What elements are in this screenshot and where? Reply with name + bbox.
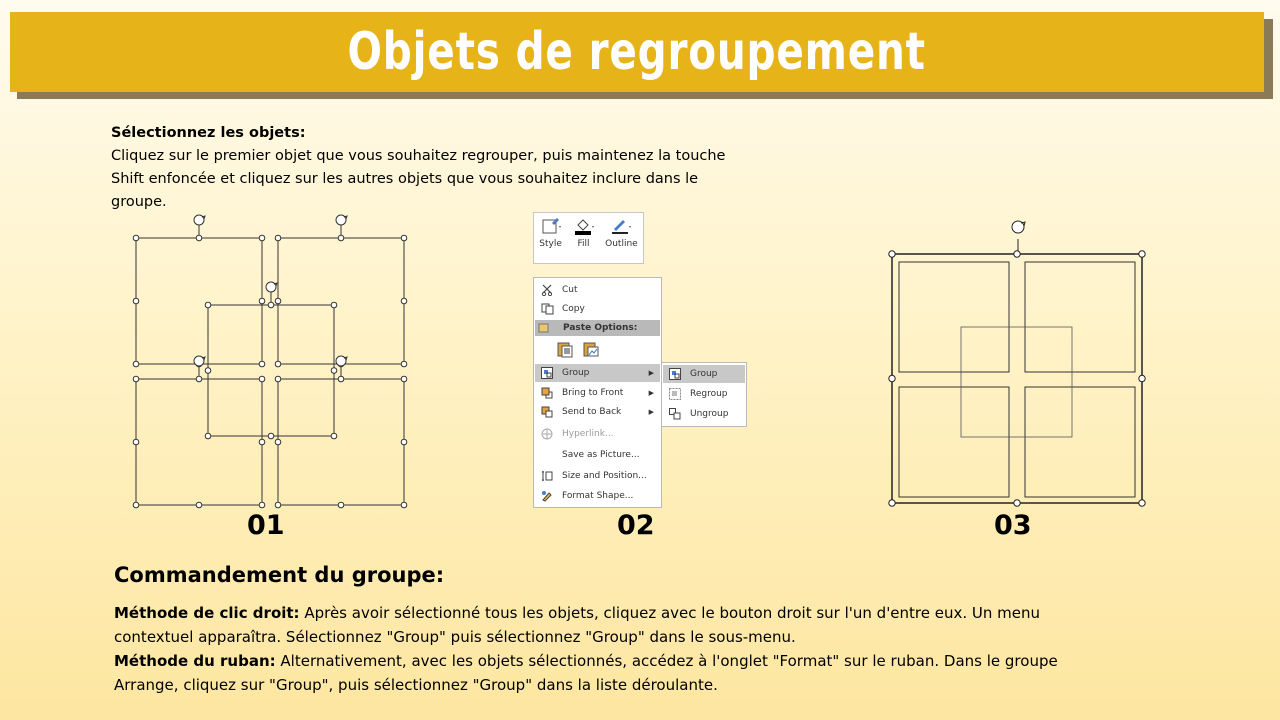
selection-handle bbox=[196, 235, 202, 241]
shape-center bbox=[208, 305, 334, 436]
paste-keep-formatting-icon[interactable] bbox=[556, 340, 574, 358]
menu-label-save-as-picture: Save as Picture... bbox=[562, 450, 640, 460]
selection-handle bbox=[259, 298, 265, 304]
ribbon-outline-label: Outline bbox=[605, 239, 638, 249]
selection-handle bbox=[205, 368, 211, 374]
hyperlink-icon bbox=[540, 428, 554, 440]
selection-handle bbox=[275, 361, 281, 367]
selection-handle bbox=[133, 235, 139, 241]
scissors-icon bbox=[540, 284, 554, 296]
group-bounding-box bbox=[892, 254, 1142, 503]
selection-handle bbox=[259, 376, 265, 382]
method-ribbon-label: Méthode du ruban: bbox=[114, 652, 276, 670]
menu-label-group: Group bbox=[562, 368, 590, 378]
selection-handle bbox=[401, 235, 407, 241]
group-icon bbox=[668, 368, 682, 380]
group-submenu bbox=[661, 362, 747, 427]
grouped-shape-bottom-right bbox=[1025, 387, 1135, 497]
selection-handle bbox=[275, 235, 281, 241]
selection-handle bbox=[196, 376, 202, 382]
menu-item-format-shape[interactable] bbox=[535, 487, 660, 505]
menu-label-copy: Copy bbox=[562, 304, 585, 314]
page-title: Objets de regroupement bbox=[347, 22, 927, 82]
paste-header-icon bbox=[538, 323, 550, 333]
selection-handle bbox=[259, 502, 265, 508]
submenu-arrow-icon: ▶ bbox=[648, 389, 654, 397]
grouped-shape-bottom-left bbox=[899, 387, 1009, 497]
menu-label-cut: Cut bbox=[562, 285, 578, 295]
selection-handle bbox=[133, 298, 139, 304]
ribbon-fill-label: Fill bbox=[577, 239, 590, 249]
format-shape-icon bbox=[540, 490, 554, 502]
selection-handle bbox=[275, 376, 281, 382]
selection-handle bbox=[133, 361, 139, 367]
menu-item-save-as-picture[interactable] bbox=[535, 446, 660, 464]
menu-item-send-to-back[interactable] bbox=[535, 403, 660, 421]
selection-handle bbox=[133, 502, 139, 508]
selection-handle bbox=[133, 439, 139, 445]
method-right-click-text: Après avoir sélectionné tous les objets, cliquez avec le bouton droit sur l'un d'entre eux. Un menu contextuel apparaîtra. Sélectionnez "Group" puis sélectionnez "Group" dans le sous-menu. bbox=[114, 604, 1041, 646]
selection-handle bbox=[401, 361, 407, 367]
method-ribbon bbox=[114, 649, 1114, 697]
selection-handle bbox=[275, 298, 281, 304]
menu-label-bring-to-front: Bring to Front bbox=[562, 388, 624, 398]
intro-body: Cliquez sur le premier objet que vous souhaitez regrouper, puis maintenez la touche Shift enfoncée et cliquez sur les autres objets que vous souhaitez inclure dans le groupe. bbox=[111, 148, 726, 210]
selection-handle bbox=[401, 502, 407, 508]
method-right-click bbox=[114, 601, 1114, 649]
grouped-shape-center bbox=[961, 327, 1072, 437]
selection-handle bbox=[1139, 500, 1145, 506]
shape-bottom-left bbox=[136, 379, 262, 505]
step-number-02: 02 bbox=[617, 510, 655, 541]
copy-icon bbox=[540, 303, 554, 315]
submenu-label-group: Group bbox=[690, 369, 718, 379]
selection-handle bbox=[205, 433, 211, 439]
selection-handle bbox=[268, 433, 274, 439]
step-number-03: 03 bbox=[994, 510, 1032, 541]
figure-03-grouped-shapes bbox=[880, 215, 1155, 515]
paste-options-header bbox=[535, 320, 660, 336]
submenu-label-regroup: Regroup bbox=[690, 389, 728, 399]
menu-item-copy[interactable] bbox=[535, 300, 660, 318]
step-number-01: 01 bbox=[247, 510, 285, 541]
submenu-item-group[interactable] bbox=[663, 365, 745, 383]
menu-item-group[interactable] bbox=[535, 364, 660, 382]
menu-label-send-to-back: Send to Back bbox=[562, 407, 622, 417]
selection-handle bbox=[889, 251, 895, 257]
group-commands-heading: Commandement du groupe: bbox=[114, 563, 445, 587]
paste-options-row bbox=[556, 340, 600, 358]
menu-item-cut[interactable] bbox=[535, 281, 660, 299]
intro-text bbox=[111, 122, 731, 214]
selection-handle bbox=[259, 235, 265, 241]
selection-handle bbox=[889, 375, 895, 381]
selection-handle bbox=[196, 502, 202, 508]
selection-handle bbox=[338, 376, 344, 382]
selection-handle bbox=[889, 500, 895, 506]
menu-item-bring-to-front[interactable] bbox=[535, 384, 660, 402]
submenu-item-ungroup[interactable] bbox=[663, 405, 745, 423]
paste-as-picture-icon[interactable] bbox=[582, 340, 600, 358]
submenu-arrow-icon: ▶ bbox=[648, 369, 654, 377]
outline-pen-icon bbox=[610, 217, 632, 235]
selection-handle bbox=[259, 439, 265, 445]
selection-handle bbox=[275, 502, 281, 508]
submenu-arrow-icon: ▶ bbox=[648, 408, 654, 416]
selection-handle bbox=[1139, 375, 1145, 381]
selection-handle bbox=[331, 302, 337, 308]
selection-handle bbox=[338, 502, 344, 508]
shape-bottom-right bbox=[278, 379, 404, 505]
bring-to-front-icon bbox=[540, 387, 554, 399]
ribbon-fill-button[interactable] bbox=[573, 217, 595, 249]
selection-handle bbox=[133, 376, 139, 382]
selection-handle bbox=[1139, 251, 1145, 257]
intro-heading: Sélectionnez les objets: bbox=[111, 125, 306, 141]
selection-handle bbox=[259, 361, 265, 367]
menu-label-hyperlink: Hyperlink... bbox=[562, 429, 614, 439]
submenu-label-ungroup: Ungroup bbox=[690, 409, 729, 419]
selection-handle bbox=[1014, 251, 1020, 257]
menu-label-format-shape: Format Shape... bbox=[562, 491, 634, 501]
menu-label-size-and-position: Size and Position... bbox=[562, 471, 647, 481]
send-to-back-icon bbox=[540, 406, 554, 418]
method-right-click-label: Méthode de clic droit: bbox=[114, 604, 300, 622]
selection-handle bbox=[268, 302, 274, 308]
group-icon bbox=[540, 367, 554, 379]
shape-top-left bbox=[136, 238, 262, 364]
paste-options-label: Paste Options: bbox=[563, 323, 638, 333]
regroup-icon bbox=[668, 388, 682, 400]
selection-handle bbox=[401, 439, 407, 445]
menu-item-size-and-position[interactable] bbox=[535, 467, 660, 485]
submenu-item-regroup[interactable] bbox=[663, 385, 745, 403]
shape-top-right bbox=[278, 238, 404, 364]
selection-handle bbox=[331, 368, 337, 374]
fill-bucket-icon bbox=[573, 217, 595, 235]
ribbon-style-button[interactable] bbox=[539, 217, 562, 249]
context-menu bbox=[533, 277, 662, 508]
selection-handle bbox=[401, 298, 407, 304]
ribbon-outline-button[interactable] bbox=[605, 217, 638, 249]
style-icon bbox=[540, 217, 562, 235]
ungroup-icon bbox=[668, 408, 682, 420]
selection-handle bbox=[275, 439, 281, 445]
figure-01-selected-shapes bbox=[120, 205, 420, 515]
ribbon-shape-styles bbox=[533, 212, 644, 264]
menu-item-hyperlink bbox=[535, 425, 660, 443]
selection-handle bbox=[205, 302, 211, 308]
method-ribbon-text: Alternativement, avec les objets sélectionnés, accédez à l'onglet "Format" sur le ruban. Dans le groupe Arrange, cliquez sur "Group", puis sélectionnez "Group" dans la liste déroulante. bbox=[114, 652, 1058, 694]
title-banner bbox=[10, 12, 1264, 92]
group-commands-section bbox=[114, 563, 1114, 697]
ribbon-style-label: Style bbox=[539, 239, 562, 249]
grouped-shape-top-left bbox=[899, 262, 1009, 372]
selection-handle bbox=[338, 235, 344, 241]
selection-handle bbox=[401, 376, 407, 382]
selection-handle bbox=[1014, 500, 1020, 506]
size-position-icon bbox=[540, 470, 554, 482]
selection-handle bbox=[331, 433, 337, 439]
grouped-shape-top-right bbox=[1025, 262, 1135, 372]
